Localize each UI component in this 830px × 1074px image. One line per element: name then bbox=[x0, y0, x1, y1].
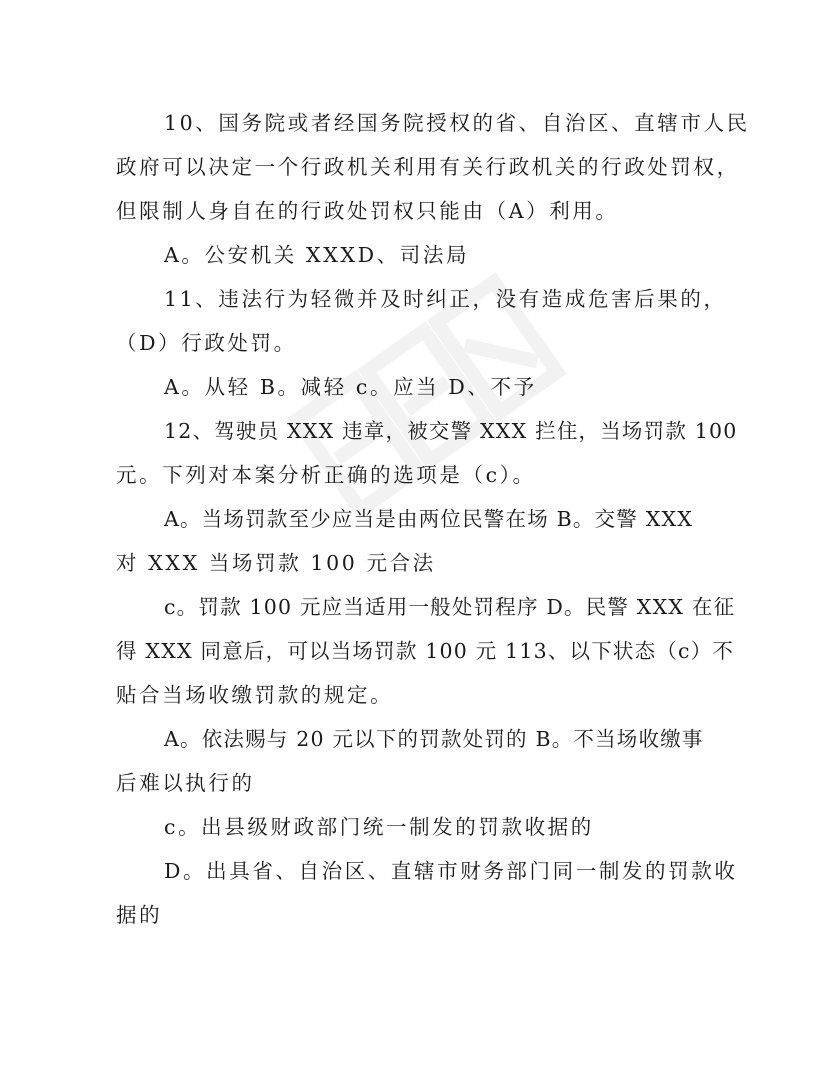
text-line: c。罚款 100 元应当适用一般处罚程序 D。民警 XXX 在征 bbox=[164, 595, 736, 619]
text-line: （D）行政处罚。 bbox=[116, 331, 297, 355]
text-line: 据的 bbox=[116, 903, 163, 927]
text-line: A。当场罚款至少应当是由两位民警在场 B。交警 XXX bbox=[164, 507, 694, 531]
text-line: 11、违法行为轻微并及时纠正，没有造成危害后果的， bbox=[164, 287, 727, 311]
text-line: 元。下列对本案分析正确的选项是（c）。 bbox=[116, 463, 536, 487]
text-line: c。出县级财政部门统一制发的罚款收据的 bbox=[164, 815, 594, 839]
text-line: 得 XXX 同意后，可以当场罚款 100 元 113、以下状态（c）不 bbox=[116, 639, 735, 663]
text-line: A。依法赐与 20 元以下的罚款处罚的 B。不当场收缴事 bbox=[164, 727, 704, 751]
text-line: 对 XXX 当场罚款 100 元合法 bbox=[116, 551, 436, 575]
text-line: 但限制人身自在的行政处罚权只能由（A）利用。 bbox=[116, 199, 619, 223]
text-line: 政府可以决定一个行政机关利用有关行政机关的行政处罚权， bbox=[116, 155, 740, 179]
text-line: A。公安机关 XXXD、司法局 bbox=[164, 243, 470, 267]
text-line: D。出具省、自治区、直辖市财务部门同一制发的罚款收 bbox=[164, 859, 738, 883]
text-line: 后难以执行的 bbox=[116, 771, 255, 795]
text-line: 12、驾驶员 XXX 违章，被交警 XXX 拦住，当场罚款 100 bbox=[164, 419, 738, 443]
text-line: 贴合当场收缴罚款的规定。 bbox=[116, 683, 394, 707]
text-line: A。从轻 B。减轻 c。应当 D、不予 bbox=[164, 375, 537, 399]
text-line: 10、国务院或者经国务院授权的省、自治区、直辖市人民 bbox=[164, 111, 750, 135]
